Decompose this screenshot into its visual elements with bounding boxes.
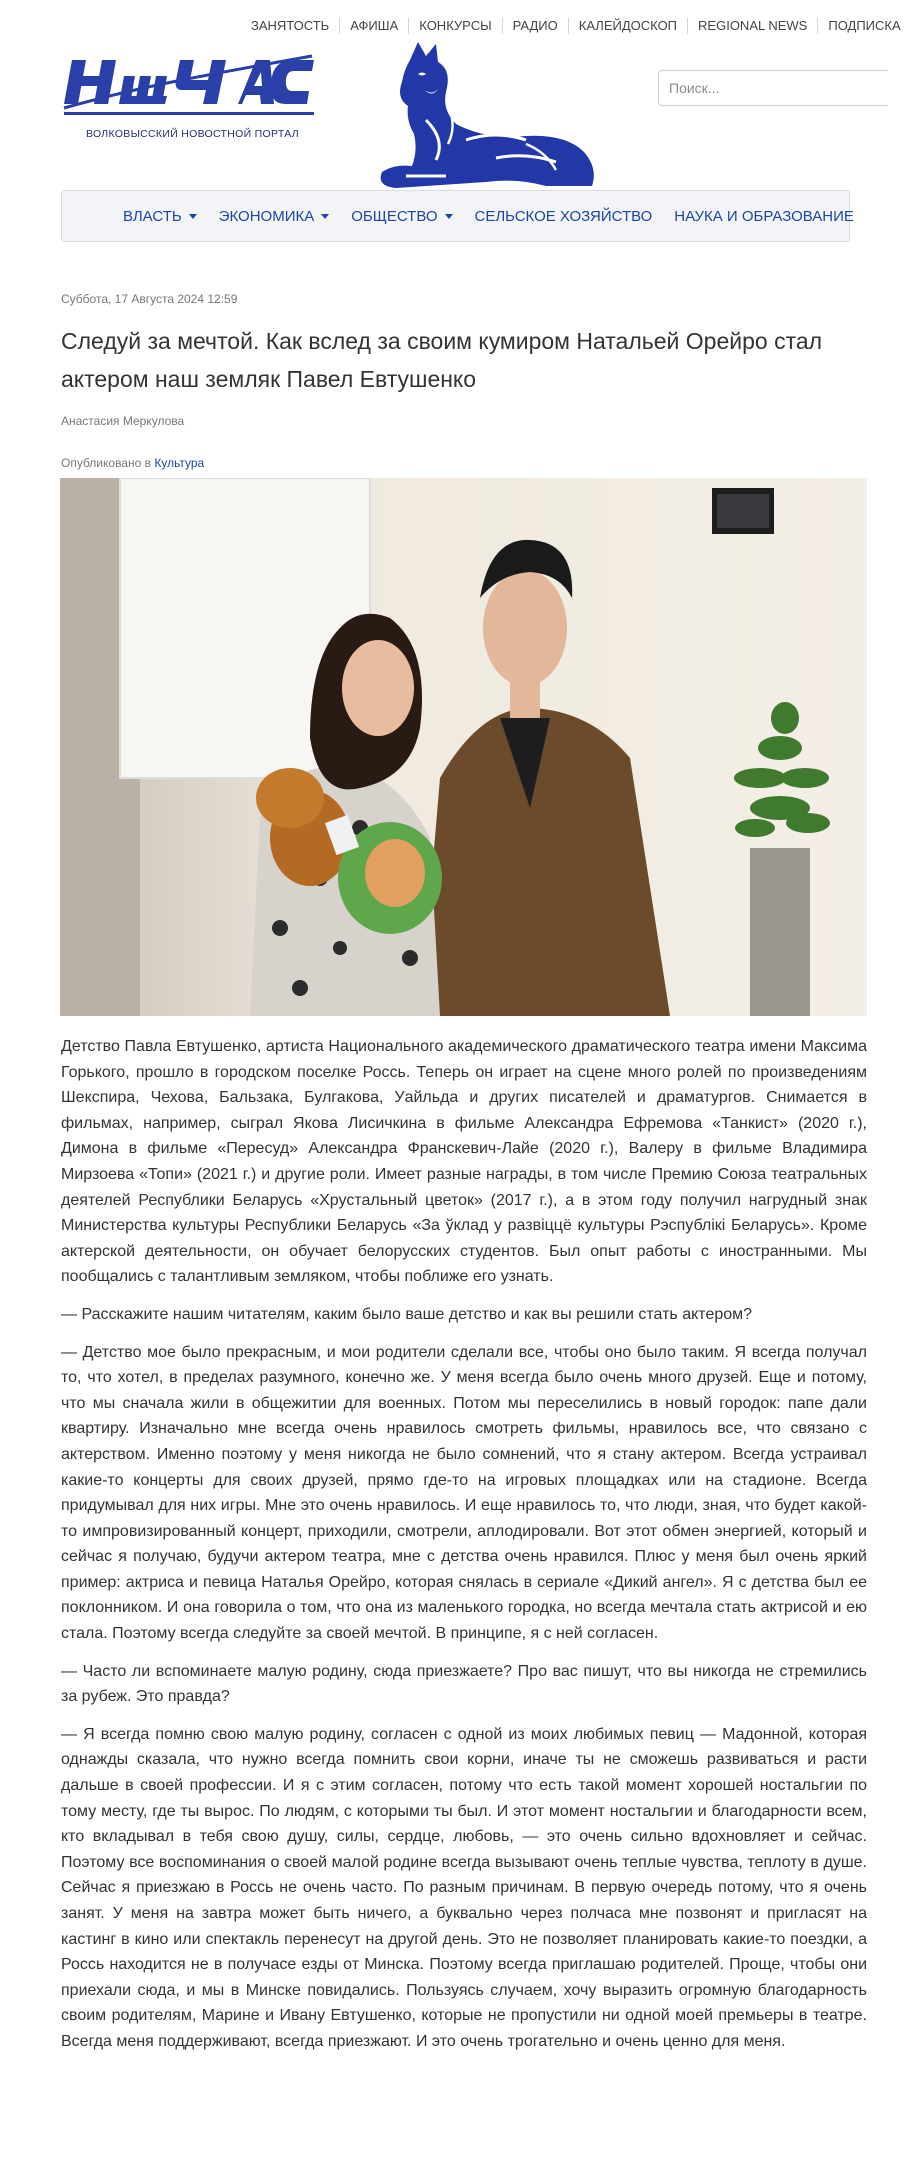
- nav-item-science-education[interactable]: [663, 208, 865, 225]
- nav-item-economy[interactable]: [208, 208, 341, 225]
- article-paragraph: — Я всегда помню свою малую родину, согласен с одной из моих любимых певиц — Мадонной, которая однажды сказала, что нужно всегда помнить свои корни, иначе ты не сможешь развиваться и расти дальше в своей профессии. И я с этим согласен, потому что есть такой момент хорошей ностальгии по тому месту, где ты вырос. По людям, с которыми ты был. И этот момент ностальгии и благодарности всем, кто вкладывал в тебя свою душу, силы, сердце, любовь, — это очень сильно вдохновляет и сейчас. Поэтому все воспоминания о своей малой родине всегда вызывают очень теплые чувства, теплоту в душе. Сейчас я приезжаю в Россь не очень часто. По разным причинам. В первую очередь потому, что я очень занят. У меня на завтра может быть ничего, а буквально через полчаса мне позвонят и пригласят на кастинг в кино или спектакль перенесут на другой день. Это не позволяет планировать какие-то поездки, а Россь находится не в получасе езды от Минска. Поэтому всегда приглашаю родителей. Проще, чтобы они приехали сюда, и мы в Минске повидались. Пользуясь случаем, хочу выразить огромную благодарность своим родителям, Марине и Ивану Евтушенко, которые не пропустили ни одной моей премьеры в театре. Всегда меня поддерживают, всегда приезжают. И это очень трогательно и очень ценно для меня.: [61, 1725, 867, 2050]
- main-nav: [61, 190, 854, 242]
- logo-tagline: ВОЛКОВЫССКИЙ НОВОСТНОЙ ПОРТАЛ: [86, 128, 299, 140]
- article-published-in: [61, 456, 204, 470]
- top-link-subscription[interactable]: ПОДПИСКА: [817, 18, 910, 34]
- search-input[interactable]: [658, 70, 888, 106]
- nav-item-label: ОБЩЕСТВО: [351, 207, 438, 225]
- nav-item-label: НАУКА И ОБРАЗОВАНИЕ: [674, 207, 854, 225]
- top-link-radio[interactable]: РАДИО: [502, 18, 568, 34]
- article-paragraph: — Расскажите нашим читателям, каким было ваше детство и как вы решили стать актером?: [61, 1305, 753, 1323]
- nav-item-vlast[interactable]: [112, 208, 208, 225]
- article-paragraph: — Детство мое было прекрасным, и мои родители сделали все, чтобы оно было таким. Я всегда получал то, что хотел, в пределах разумного, конечно же. У меня всегда было очень много друзей. Еще и потому, что мы сначала жили в общежитии для военных. Потом мы переселились в новый городок: папе дали квартиру. Изначально мне всегда очень нравилось смотреть фильмы, нравилось все, что связано с актерством. Именно поэтому у меня никогда не было сомнений, что я стану актером. Всегда устраивал какие-то концерты для своих друзей, прямо где-то на игровых площадках или на стадионе. Всегда придумывал для них игры. Мне это очень нравилось. И еще нравилось то, что люди, зная, что будет какой-то импровизированный концерт, приходили, смотрели, аплодировали. Вот этот обмен энергией, который и сейчас я получаю, будучи актером театра, мне с детства очень нравился. Плюс у меня был очень яркий пример: актриса и певица Наталья Орейро, которая снялась в сериале «Дикий ангел». Я с детства был ее поклонником. И она говорила о том, что она из маленького городка, но всегда мечтала стать актрисой и ею стала. Поэтому всегда следуйте за своей мечтой. В принципе, я с ней согласен.: [61, 1343, 867, 1643]
- top-utility-nav: [245, 18, 911, 34]
- nav-item-label: ВЛАСТЬ: [123, 207, 182, 225]
- caret-down-icon: [445, 214, 453, 219]
- top-link-regional-news[interactable]: REGIONAL NEWS: [687, 18, 817, 34]
- nav-item-agriculture[interactable]: [464, 208, 664, 225]
- article-date: Суббота, 17 Августа 2024 12:59: [61, 292, 238, 306]
- nav-item-label: ЭКОНОМИКА: [218, 207, 315, 225]
- top-link-kaleidoscope[interactable]: КАЛЕЙДОСКОП: [568, 18, 687, 34]
- nav-item-label: СЕЛЬСКОЕ ХОЗЯЙСТВО: [474, 207, 653, 225]
- article-paragraph: Детство Павла Евтушенко, артиста Национального академического драматического театра имени Максима Горького, прошло в городском поселке Россь. Теперь он играет на сцене много ролей по произведениям Шекспира, Чехова, Бальзака, Булгакова, Уайльда и других писателей и драматургов. Снимается в фильмах, например, сыграл Якова Лисичкина в фильме Александра Ефремова «Танкист» (2020 г.), Димона в фильме «Пересуд» Александра Франскевич-Лайе (2020 г.), Валеру в фильме Владимира Мирзоева «Топи» (2021 г.) и другие роли. Имеет разные награды, в том числе Премию Союза театральных деятелей Республики Беларусь «Хрустальный цветок» (2017 г.), а в этом году получил нагрудный знак Министерства культуры Республики Беларусь «За ўклад у развіццё культуры Рэспублікі Беларусь». Кроме актерской деятельности, он обучает белорусских студентов. Был опыт работы с иностранными. Мы пообщались с талантливым земляком, чтобы поближе его узнать.: [61, 1038, 867, 1286]
- article-title: Следуй за мечтой. Как вслед за своим кумиром Натальей Орейро стал актером наш земляк Павел Евтушенко: [61, 328, 823, 392]
- article-body: [61, 1034, 867, 2067]
- article-author: Анастасия Меркулова: [61, 414, 185, 428]
- nav-item-society[interactable]: [340, 208, 463, 225]
- category-link[interactable]: Культура: [154, 456, 205, 470]
- caret-down-icon: [321, 214, 329, 219]
- top-link-employment[interactable]: ЗАНЯТОСТЬ: [251, 18, 330, 33]
- top-link-afisha[interactable]: АФИША: [339, 18, 408, 34]
- published-prefix: Опубликовано в: [61, 456, 151, 470]
- top-link-contests[interactable]: КОНКУРСЫ: [408, 18, 501, 34]
- wolf-mascot-image: [366, 40, 602, 192]
- caret-down-icon: [189, 214, 197, 219]
- article-photo: [60, 478, 867, 1016]
- article-paragraph: — Часто ли вспоминаете малую родину, сюда приезжаете? Про вас пишут, что вы никогда не стремились за рубеж. Это правда?: [61, 1662, 867, 1706]
